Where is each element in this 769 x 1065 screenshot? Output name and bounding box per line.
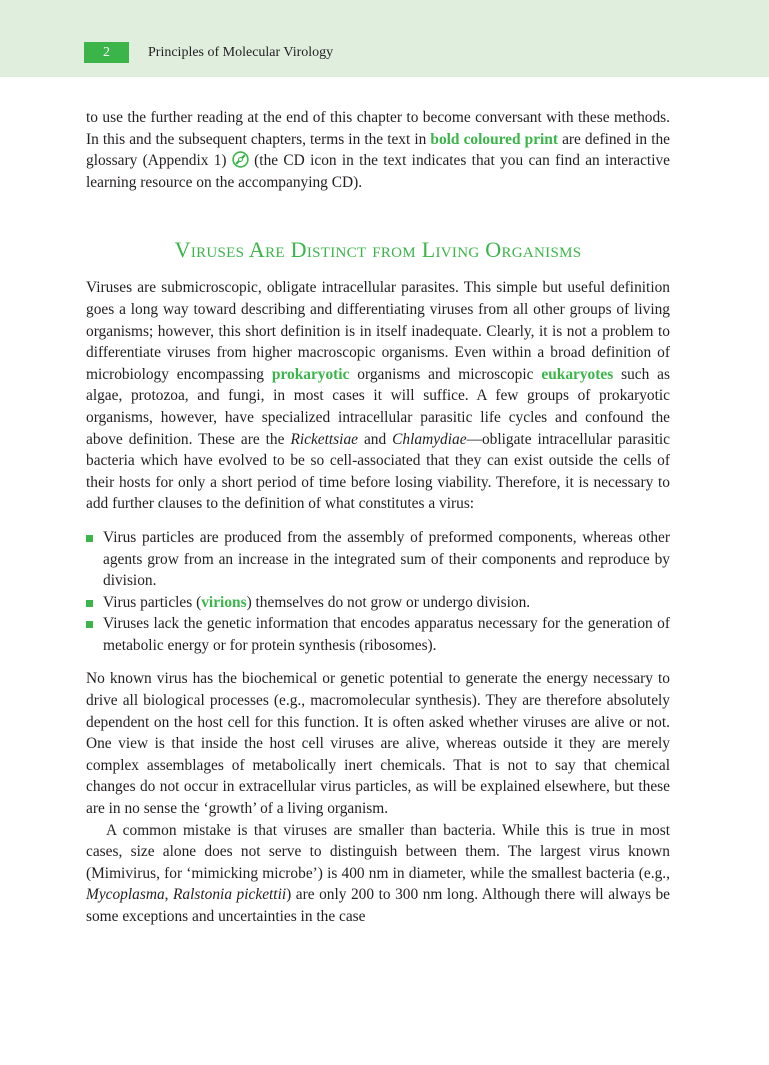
para3-text-1: A common mistake is that viruses are smaller than bacteria. While this is true in most cases, size alone does not serve to distinguish between them. The largest virus known (Mimivirus, for ‘mimicking microbe’) is 400 nm in diameter, while the smallest bacteria (e.g., [86, 821, 670, 882]
intro-text-2: are defined in the glossary (Appendix 1) [86, 130, 670, 170]
glossary-term-prokaryotic[interactable]: prokaryotic [271, 365, 350, 383]
bullet-square-icon [86, 600, 93, 607]
taxon-mycoplasma: Mycoplasma [86, 886, 165, 904]
intro-text-3: (the CD icon in the text indicates that you can find an interactive learning resource on the accompanying CD). [86, 152, 671, 191]
paragraph-size [86, 820, 670, 928]
running-title: Principles of Molecular Virology [148, 45, 334, 60]
para1-text-5: —obligate intracellular parasitic bacteria which have evolved to be so cell-associated that they can exist outside the cells of their hosts for only a short period of time before losing viability. Therefore, it is necessary to add further clauses to the definition of what constitutes a virus: [86, 430, 670, 513]
para1-text-1: Viruses are submicroscopic, obligate intracellular parasites. This simple but useful definition goes a long way toward describing and differentiating viruses from all other groups of living organisms; however, this short definition is in itself inadequate. Clearly, it is not a problem to differentiate viruses from higher macroscopic organisms. Even within a broad definition of microbiology encompassing [86, 279, 670, 383]
taxon-chlamydiae: Chlamydiae [392, 430, 467, 448]
section-heading: Viruses Are Distinct from Living Organisms [174, 237, 582, 263]
para3-text-3: ) are only 200 to 300 nm long. Although there will always be some exceptions and uncertainties in the case [86, 886, 670, 925]
glossary-term-eukaryotes[interactable]: eukaryotes [541, 365, 614, 383]
glossary-term-virions[interactable]: virions [201, 593, 247, 611]
glossary-term-bold-coloured-print[interactable]: bold coloured print [430, 130, 558, 148]
bullet-text: Viruses lack the genetic information that encodes apparatus necessary for the generation of metabolic energy or for protein synthesis (ribosomes). [103, 615, 670, 654]
bullet-list [86, 527, 670, 657]
para1-text-4: and [357, 430, 393, 448]
bullet-square-icon [86, 535, 93, 542]
bullet-text-post: ) themselves do not grow or undergo division. [246, 593, 531, 611]
page-header [0, 0, 769, 77]
page-number: 2 [84, 42, 129, 63]
bullet-text: Virus particles are produced from the assembly of preformed components, whereas other agents grow from an increase in the integrated sum of their components and reproduce by division. [103, 528, 670, 590]
bullet-text-pre: Virus particles ( [103, 593, 202, 611]
intro-text-1: to use the further reading at the end of this chapter to become conversant with these methods. In this and the subsequent chapters, terms in the text in [86, 109, 670, 148]
list-item [86, 613, 670, 656]
taxon-rickettsiae: Rickettsiae [290, 430, 358, 448]
list-item [86, 592, 670, 614]
para1-text-3: such as algae, protozoa, and fungi, in most cases it will suffice. A few groups of prokaryotic organisms, however, have specialized intracellular parasitic life cycles and confound the above definition. These are the [86, 365, 670, 448]
page-body [86, 107, 670, 928]
para1-text-2: organisms and microscopic [349, 365, 542, 383]
paragraph-energy: No known virus has the biochemical or genetic potential to generate the energy necessary to drive all biological processes (e.g., macromolecular synthesis). They are therefore absolutely dependent on the host cell for this function. It is often asked whether viruses are alive or not. One view is that inside the host cell viruses are alive, whereas outside it they are merely complex assemblages of metabolically inert chemicals. That is not to say that chemical changes do not occur in extracellular virus particles, as will be explained elsewhere, but these are in no sense the ‘growth’ of a living organism. [86, 670, 670, 818]
list-item [86, 527, 670, 592]
taxon-ralstonia-pickettii: Ralstonia pickettii [173, 886, 287, 904]
bullet-square-icon [86, 621, 93, 628]
paragraph-definition [86, 277, 670, 515]
para3-text-2: , [164, 886, 174, 904]
intro-paragraph [86, 107, 670, 193]
cd-icon[interactable] [232, 151, 249, 168]
